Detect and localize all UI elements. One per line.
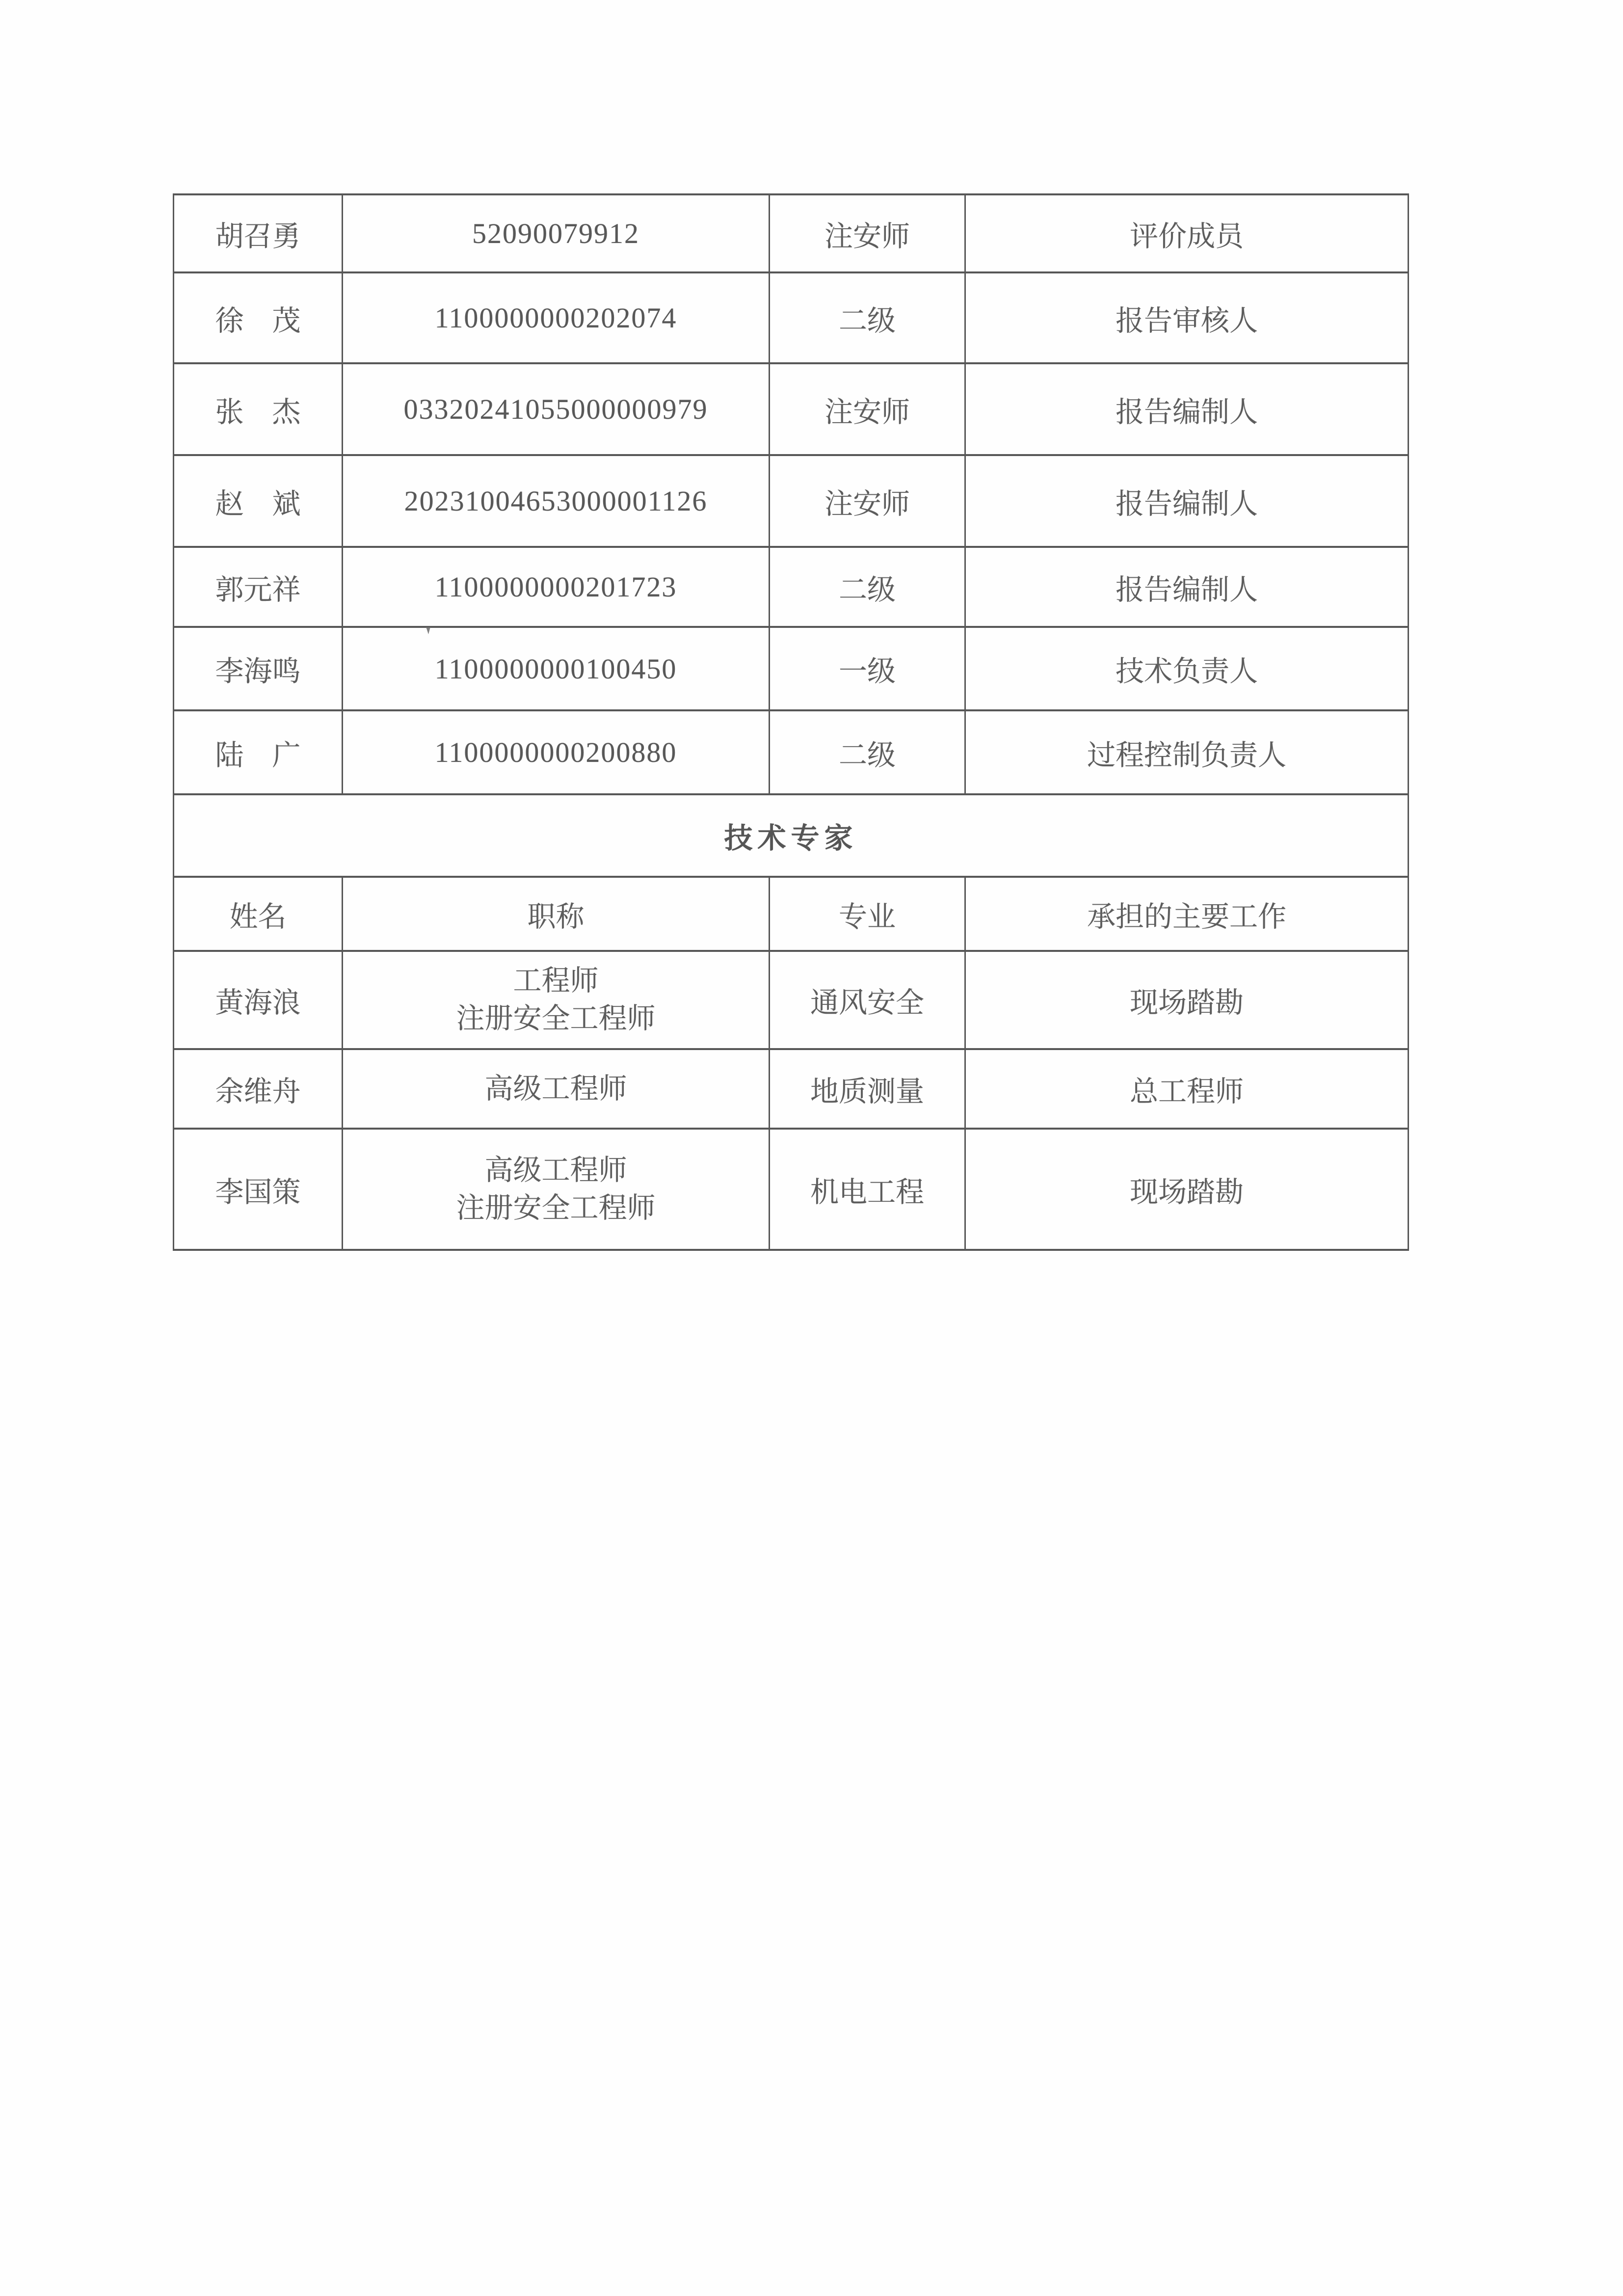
level-cell: 注安师	[770, 455, 965, 547]
title-cell	[343, 951, 770, 1049]
level-cell: 注安师	[770, 194, 965, 272]
name-cell: 余维舟	[174, 1049, 343, 1129]
header-specialty-cell: 专业	[770, 877, 965, 951]
name-cell: 黄海浪	[174, 951, 343, 1049]
table-row	[174, 455, 1409, 547]
table-row	[174, 1129, 1409, 1250]
name-cell: 徐 茂	[174, 272, 343, 363]
header-work-cell: 承担的主要工作	[965, 877, 1409, 951]
role-cell: 报告编制人	[965, 455, 1409, 547]
level-cell: 二级	[770, 547, 965, 627]
section-title-cell: 技术专家	[174, 794, 1409, 877]
table-row	[174, 1049, 1409, 1129]
cert-no-cell: 03320241055000000979	[343, 363, 770, 455]
title-cell	[343, 1049, 770, 1129]
specialty-cell: 地质测量	[770, 1049, 965, 1129]
level-cell: 二级	[770, 272, 965, 363]
table-row	[174, 710, 1409, 794]
name-cell: 张 杰	[174, 363, 343, 455]
role-cell: 报告编制人	[965, 363, 1409, 455]
table-row	[174, 363, 1409, 455]
title-line: 工程师	[513, 965, 599, 997]
role-cell: 报告审核人	[965, 272, 1409, 363]
title-line: 高级工程师	[484, 1072, 627, 1105]
work-cell: 总工程师	[965, 1049, 1409, 1129]
specialty-cell: 机电工程	[770, 1129, 965, 1250]
title-cell	[343, 1129, 770, 1250]
cert-no-cell: 52090079912	[343, 194, 770, 272]
name-cell: 郭元祥	[174, 547, 343, 627]
table-row	[174, 194, 1409, 272]
name-cell: 胡召勇	[174, 194, 343, 272]
cert-no-cell: 1100000000202074	[343, 272, 770, 363]
table-row	[174, 272, 1409, 363]
role-cell: 报告编制人	[965, 547, 1409, 627]
table-row	[174, 951, 1409, 1049]
cert-no-cell: 1100000000200880	[343, 710, 770, 794]
header-title-cell: 职称	[343, 877, 770, 951]
work-cell: 现场踏勘	[965, 951, 1409, 1049]
cert-no-cell: 1100000000100450	[343, 627, 770, 710]
title-line: 注册安全工程师	[456, 1191, 656, 1224]
role-cell: 技术负责人	[965, 627, 1409, 710]
name-cell: 赵 斌	[174, 455, 343, 547]
name-cell: 陆 广	[174, 710, 343, 794]
title-line: 高级工程师	[484, 1154, 627, 1186]
header-name-cell: 姓名	[174, 877, 343, 951]
role-cell: 评价成员	[965, 194, 1409, 272]
name-cell: 李海鸣	[174, 627, 343, 710]
work-cell: 现场踏勘	[965, 1129, 1409, 1250]
section-header-row	[174, 794, 1409, 877]
table-row	[174, 627, 1409, 710]
level-cell: 一级	[770, 627, 965, 710]
role-cell: 过程控制负责人	[965, 710, 1409, 794]
cert-no-cell: 1100000000201723	[343, 547, 770, 627]
title-line: 注册安全工程师	[456, 1002, 656, 1034]
table-row	[174, 547, 1409, 627]
name-cell: 李国策	[174, 1129, 343, 1250]
level-cell: 注安师	[770, 363, 965, 455]
expert-header-row	[174, 877, 1409, 951]
specialty-cell: 通风安全	[770, 951, 965, 1049]
cert-no-cell: 20231004653000001126	[343, 455, 770, 547]
personnel-table	[173, 193, 1409, 1251]
level-cell: 二级	[770, 710, 965, 794]
